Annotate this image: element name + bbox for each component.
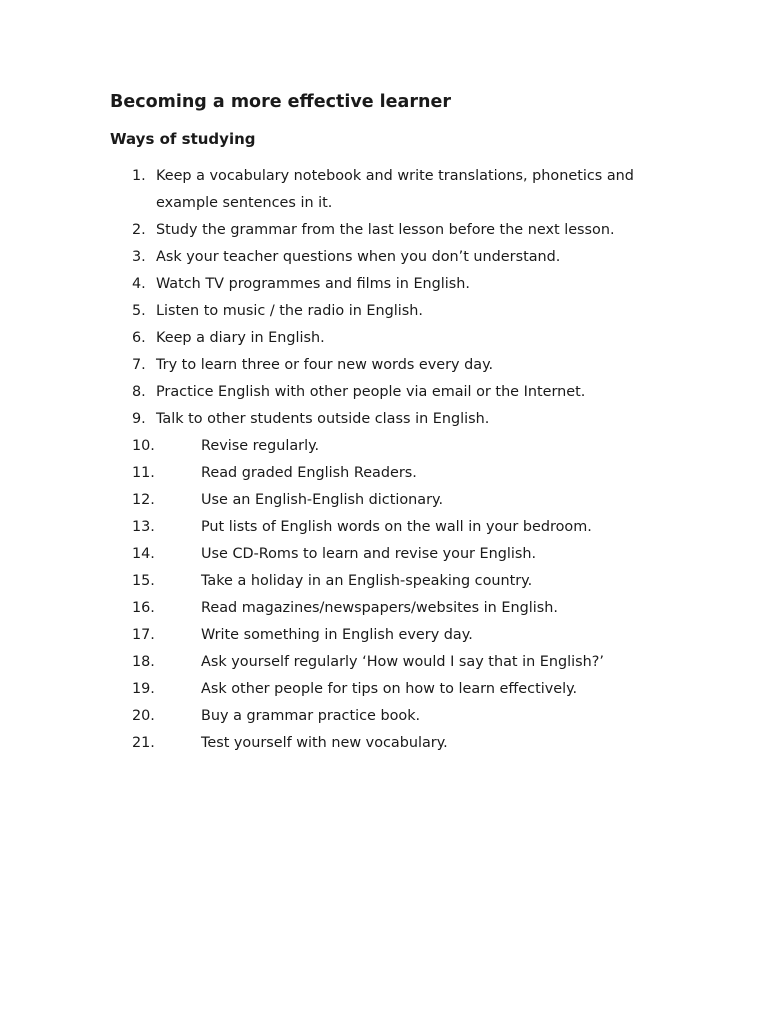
list-item-number: 10.	[132, 438, 155, 454]
list-item-number: 20.	[132, 708, 155, 724]
list-item	[0, 217, 768, 244]
section-heading: Ways of studying	[110, 130, 256, 148]
list-item	[0, 676, 768, 703]
list-item	[0, 541, 768, 568]
list-item-text: Keep a vocabulary notebook and write translations, phonetics and example sentences in it.	[156, 168, 634, 211]
list-item	[0, 460, 768, 487]
list-item-number: 13.	[132, 519, 155, 535]
list-item-text: Try to learn three or four new words every day.	[156, 357, 494, 373]
list-item-number: 9.	[132, 411, 146, 427]
list-item-text: Read magazines/newspapers/websites in English.	[201, 600, 558, 616]
list-item	[0, 352, 768, 379]
list-item	[0, 514, 768, 541]
list-item-text: Revise regularly.	[201, 438, 320, 454]
list-item-text: Put lists of English words on the wall in your bedroom.	[201, 519, 592, 535]
document-title: Becoming a more effective learner	[110, 92, 451, 112]
list-item-text: Watch TV programmes and films in English.	[156, 276, 470, 292]
list-item-number: 19.	[132, 681, 155, 697]
list-item	[0, 271, 768, 298]
list-item	[0, 649, 768, 676]
list-item-number: 6.	[132, 330, 146, 346]
list-item-text: Test yourself with new vocabulary.	[201, 735, 448, 751]
list-item-number: 2.	[132, 222, 146, 238]
list-item-number: 16.	[132, 600, 155, 616]
list-item-text: Study the grammar from the last lesson before the next lesson.	[156, 222, 615, 238]
list-item-number: 15.	[132, 573, 155, 589]
list-item	[0, 379, 768, 406]
list-item	[0, 487, 768, 514]
list-item	[0, 595, 768, 622]
list-item-number: 14.	[132, 546, 155, 562]
list-item-number: 8.	[132, 384, 146, 400]
list-item-text: Write something in English every day.	[201, 627, 473, 643]
list-item-number: 4.	[132, 276, 146, 292]
list-item-number: 12.	[132, 492, 155, 508]
list-item-text: Use an English-English dictionary.	[201, 492, 444, 508]
list-item-text: Talk to other students outside class in English.	[156, 411, 490, 427]
list-item-number: 1.	[132, 168, 146, 184]
list-item-number: 17.	[132, 627, 155, 643]
list-item-text: Practice English with other people via email or the Internet.	[156, 384, 586, 400]
list-item	[0, 730, 768, 757]
list-item	[0, 244, 768, 271]
list-item-number: 21.	[132, 735, 155, 751]
list-item	[0, 568, 768, 595]
list-item-number: 5.	[132, 303, 146, 319]
list-item	[0, 298, 768, 325]
list-item-text: Ask your teacher questions when you don’t understand.	[156, 249, 561, 265]
list-item-text: Ask yourself regularly ‘How would I say that in English?’	[201, 654, 604, 670]
list-item-text: Use CD-Roms to learn and revise your English.	[201, 546, 537, 562]
list-item	[0, 325, 768, 352]
list-item	[0, 703, 768, 730]
list-item	[0, 406, 768, 433]
list-item	[0, 433, 768, 460]
list-item-text: Take a holiday in an English-speaking country.	[201, 573, 533, 589]
list-item-text: Listen to music / the radio in English.	[156, 303, 423, 319]
list-item-text: Buy a grammar practice book.	[201, 708, 421, 724]
list-item	[0, 622, 768, 649]
list-item-text: Ask other people for tips on how to learn effectively.	[201, 681, 578, 697]
list-item-number: 3.	[132, 249, 146, 265]
study-tips-list	[0, 163, 768, 757]
list-item	[0, 163, 768, 217]
list-item-number: 11.	[132, 465, 155, 481]
list-item-number: 7.	[132, 357, 146, 373]
list-item-number: 18.	[132, 654, 155, 670]
list-item-text: Read graded English Readers.	[201, 465, 417, 481]
list-item-text: Keep a diary in English.	[156, 330, 325, 346]
